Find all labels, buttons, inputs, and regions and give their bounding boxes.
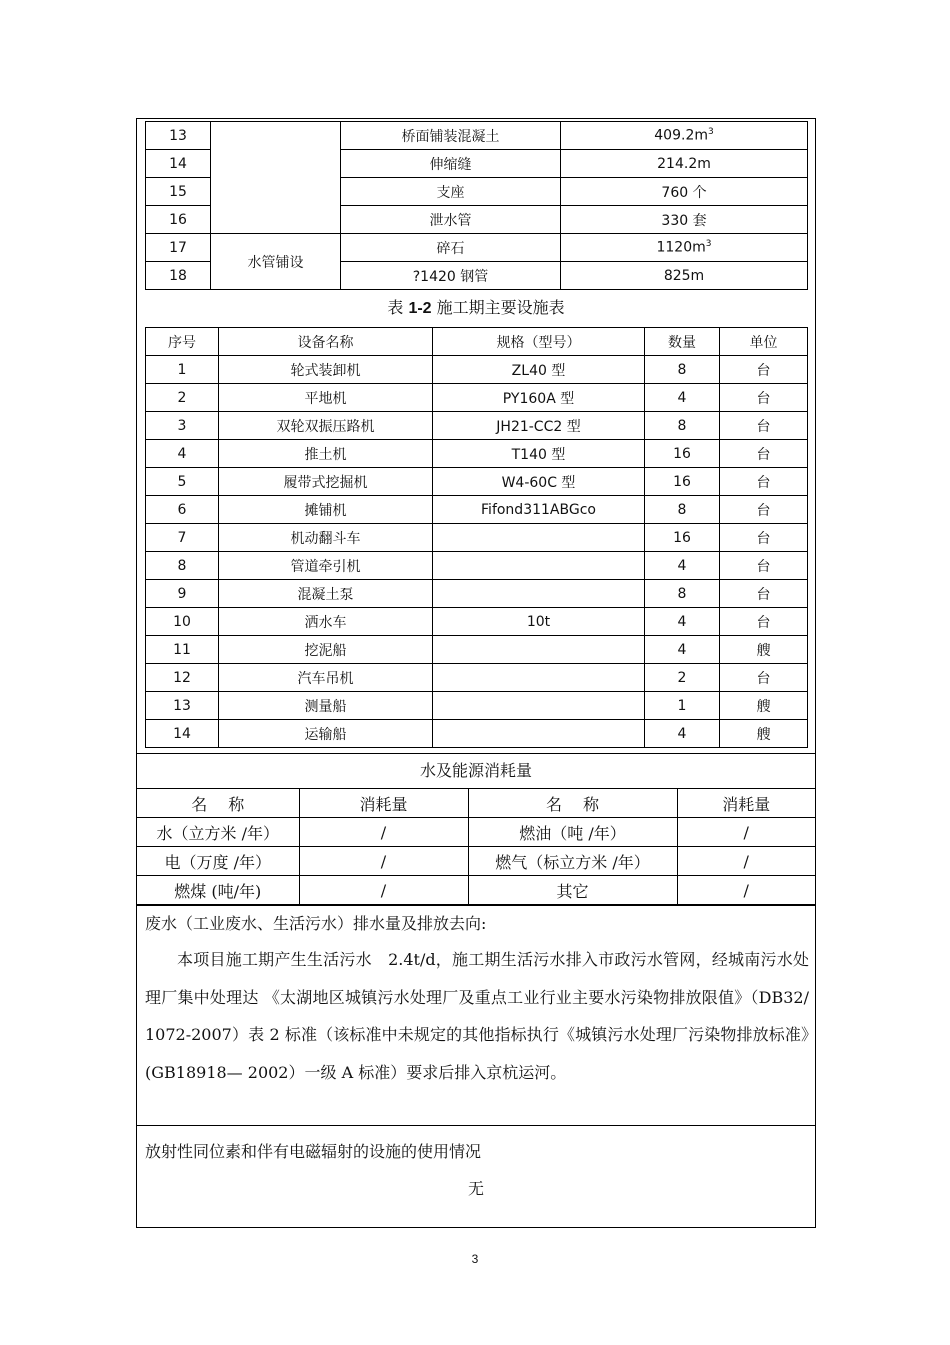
resource-amount: / xyxy=(677,847,815,876)
table-row xyxy=(146,664,808,692)
table-row xyxy=(137,818,815,847)
equipment-model: Fifond311ABGco xyxy=(433,496,645,524)
header-cell: 名 称 xyxy=(468,789,677,818)
equipment-quantity: 4 xyxy=(645,636,720,664)
equipment-quantity: 8 xyxy=(645,412,720,440)
table-row xyxy=(146,122,808,150)
wastewater-title: 废水（工业废水、生活污水）排水量及排放去向: xyxy=(145,914,487,933)
equipment-name: 测量船 xyxy=(219,692,433,720)
table-row xyxy=(146,552,808,580)
resource-amount: / xyxy=(299,876,468,906)
equipment-table xyxy=(145,327,808,748)
equipment-model: ZL40 型 xyxy=(433,356,645,384)
wastewater-section xyxy=(137,903,826,1126)
equipment-model: W4-60C 型 xyxy=(433,468,645,496)
table-row xyxy=(146,440,808,468)
equipment-unit: 台 xyxy=(720,384,808,412)
equipment-unit: 台 xyxy=(720,524,808,552)
row-number: 14 xyxy=(146,720,219,748)
table-row xyxy=(146,692,808,720)
equipment-quantity: 4 xyxy=(645,552,720,580)
document-frame xyxy=(136,118,826,1228)
table-row xyxy=(146,356,808,384)
equipment-unit: 台 xyxy=(720,496,808,524)
table-row xyxy=(146,636,808,664)
equipment-quantity: 8 xyxy=(645,496,720,524)
equipment-name: 轮式装卸机 xyxy=(219,356,433,384)
row-number: 1 xyxy=(146,356,219,384)
table-caption: 表 1-2 施工期主要设施表 xyxy=(387,298,565,317)
equipment-unit: 台 xyxy=(720,552,808,580)
item-name: 伸缩缝 xyxy=(341,150,561,178)
table-header-row xyxy=(137,789,815,818)
header-cell: 消耗量 xyxy=(677,789,815,818)
item-name: 桥面铺装混凝土 xyxy=(341,122,561,150)
equipment-unit: 艘 xyxy=(720,692,808,720)
table-row xyxy=(146,720,808,748)
equipment-unit: 艘 xyxy=(720,720,808,748)
equipment-unit: 台 xyxy=(720,440,808,468)
equipment-name: 混凝土泵 xyxy=(219,580,433,608)
equipment-name: 管道牵引机 xyxy=(219,552,433,580)
item-quantity: $1120m^3$ xyxy=(561,234,808,262)
header-cell: 消耗量 xyxy=(299,789,468,818)
equipment-model xyxy=(433,524,645,552)
equipment-model xyxy=(433,664,645,692)
row-number: 9 xyxy=(146,580,219,608)
table-row xyxy=(146,412,808,440)
equipment-unit: 台 xyxy=(720,412,808,440)
table-row xyxy=(146,496,808,524)
equipment-table-body xyxy=(146,356,808,748)
item-quantity: 330 套 xyxy=(561,206,808,234)
equipment-name: 摊铺机 xyxy=(219,496,433,524)
item-name: ?1420 钢管 xyxy=(341,262,561,290)
resource-name: 水（立方米 /年） xyxy=(137,818,299,847)
group-label: 水管铺设 xyxy=(211,234,341,290)
equipment-name: 运输船 xyxy=(219,720,433,748)
row-number: 14 xyxy=(146,150,211,178)
item-name: 支座 xyxy=(341,178,561,206)
wastewater-body: 本项目施工期产生生活污水 2.4t/d，施工期生活污水排入市政污水管网，经城南污水处理厂集中处理达 《太湖地区城镇污水处理厂及重点工业行业主要水污染物排放限值》（DB32/1072-2007）表 2 标准（该标准中未规定的其他指标执行《城镇污水处理厂污染物排放标准》 (GB18918— 2002）一级 A 标准）要求后排入京杭运河。 xyxy=(145,950,826,1082)
equipment-name: 挖泥船 xyxy=(219,636,433,664)
equipment-model xyxy=(433,636,645,664)
table-row xyxy=(146,234,808,262)
equipment-quantity: 16 xyxy=(645,468,720,496)
header-cell: 设备名称 xyxy=(219,328,433,356)
row-number: 6 xyxy=(146,496,219,524)
table-row xyxy=(146,580,808,608)
row-number: 10 xyxy=(146,608,219,636)
resource-name: 燃气（标立方米 /年） xyxy=(468,847,677,876)
equipment-model: JH21-CC2 型 xyxy=(433,412,645,440)
table-row xyxy=(137,847,815,876)
energy-table xyxy=(137,788,815,906)
item-quantity: 825m xyxy=(561,262,808,290)
resource-name: 燃油（吨 /年） xyxy=(468,818,677,847)
row-number: 18 xyxy=(146,262,211,290)
equipment-model: T140 型 xyxy=(433,440,645,468)
equipment-name: 平地机 xyxy=(219,384,433,412)
resource-amount: / xyxy=(299,847,468,876)
equipment-model xyxy=(433,692,645,720)
equipment-quantity: 2 xyxy=(645,664,720,692)
equipment-model xyxy=(433,580,645,608)
row-number: 13 xyxy=(146,122,211,150)
equipment-unit: 艘 xyxy=(720,636,808,664)
equipment-quantity: 16 xyxy=(645,440,720,468)
page-number: 3 xyxy=(471,1252,479,1266)
item-name: 碎石 xyxy=(341,234,561,262)
row-number: 12 xyxy=(146,664,219,692)
equipment-unit: 台 xyxy=(720,356,808,384)
row-number: 4 xyxy=(146,440,219,468)
row-number: 13 xyxy=(146,692,219,720)
resource-name: 电（万度 /年） xyxy=(137,847,299,876)
resource-amount: / xyxy=(677,818,815,847)
item-quantity: 214.2m xyxy=(561,150,808,178)
equipment-name: 机动翻斗车 xyxy=(219,524,433,552)
equipment-model: PY160A 型 xyxy=(433,384,645,412)
row-number: 15 xyxy=(146,178,211,206)
equipment-quantity: 4 xyxy=(645,608,720,636)
row-number: 7 xyxy=(146,524,219,552)
equipment-unit: 台 xyxy=(720,608,808,636)
equipment-quantity: 1 xyxy=(645,692,720,720)
row-number: 17 xyxy=(146,234,211,262)
table-row xyxy=(146,524,808,552)
header-cell: 单位 xyxy=(720,328,808,356)
resource-name: 其它 xyxy=(468,876,677,906)
row-number: 11 xyxy=(146,636,219,664)
resource-amount: / xyxy=(677,876,815,906)
item-quantity: 760 个 xyxy=(561,178,808,206)
header-cell: 数量 xyxy=(645,328,720,356)
energy-section-title: 水及能源消耗量 xyxy=(137,753,815,789)
row-number: 8 xyxy=(146,552,219,580)
equipment-name: 汽车吊机 xyxy=(219,664,433,692)
equipment-model xyxy=(433,720,645,748)
radiation-value: 无 xyxy=(467,1179,484,1198)
header-cell: 序号 xyxy=(146,328,219,356)
equipment-quantity: 8 xyxy=(645,580,720,608)
equipment-model xyxy=(433,552,645,580)
equipment-quantity: 4 xyxy=(645,384,720,412)
equipment-quantity: 16 xyxy=(645,524,720,552)
equipment-model: 10t xyxy=(433,608,645,636)
table-header-row xyxy=(146,328,808,356)
row-number: 2 xyxy=(146,384,219,412)
equipment-unit: 台 xyxy=(720,664,808,692)
table-row xyxy=(137,876,815,906)
table-row xyxy=(146,384,808,412)
equipment-quantity: 8 xyxy=(645,356,720,384)
row-number: 3 xyxy=(146,412,219,440)
equipment-name: 履带式挖掘机 xyxy=(219,468,433,496)
equipment-unit: 台 xyxy=(720,468,808,496)
equipment-unit: 台 xyxy=(720,580,808,608)
equipment-name: 双轮双振压路机 xyxy=(219,412,433,440)
row-number: 16 xyxy=(146,206,211,234)
table-row xyxy=(146,608,808,636)
row-number: 5 xyxy=(146,468,219,496)
equipment-quantity: 4 xyxy=(645,720,720,748)
group-cell xyxy=(211,122,341,234)
resource-name: 燃煤 (吨/年) xyxy=(137,876,299,906)
equipment-name: 推土机 xyxy=(219,440,433,468)
materials-table xyxy=(145,121,808,290)
item-quantity: $409.2m^3$ xyxy=(561,122,808,150)
header-cell: 名 称 xyxy=(137,789,299,818)
item-name: 泄水管 xyxy=(341,206,561,234)
equipment-name: 洒水车 xyxy=(219,608,433,636)
resource-amount: / xyxy=(299,818,468,847)
table-row xyxy=(146,468,808,496)
radiation-title: 放射性同位素和伴有电磁辐射的设施的使用情况 xyxy=(145,1142,482,1161)
header-cell: 规格（型号） xyxy=(433,328,645,356)
